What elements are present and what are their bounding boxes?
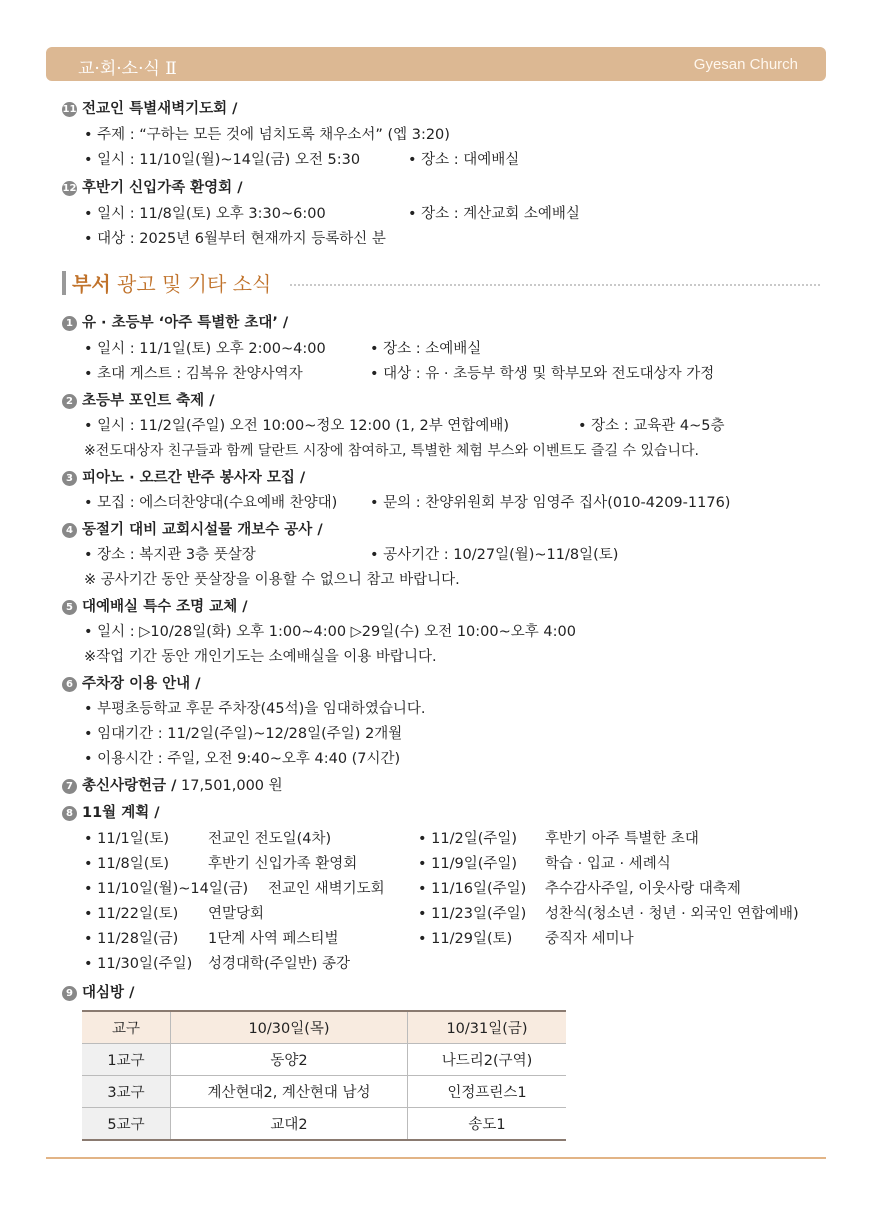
item-11-date: • 일시 : 11/10일(월)~14일(금) 오전 5:30 bbox=[84, 152, 361, 168]
d5-date: • 일시 : ▷10/28일(화) 오후 1:00~4:00 ▷29일(수) 오전 10:00~오후 4:00 bbox=[84, 624, 576, 640]
d6-line1: • 부평초등학교 후문 주차장(45석)을 임대하였습니다. bbox=[84, 701, 426, 717]
plan-date: • 11/22일(토) bbox=[84, 906, 179, 922]
d4-period: • 공사기간 : 10/27일(월)~11/8일(토) bbox=[370, 547, 619, 563]
plan-date: • 11/29일(토) bbox=[418, 931, 513, 947]
table-header: 10/31일(금) bbox=[408, 1011, 567, 1044]
d3-recruit: • 모집 : 에스더찬양대(수요예배 찬양대) bbox=[84, 495, 338, 511]
table-cell: 3교구 bbox=[82, 1076, 171, 1108]
header-title: 교·회·소·식 Ⅱ bbox=[78, 59, 177, 79]
d1-target: • 대상 : 유 · 초등부 학생 및 학부모와 전도대상자 가정 bbox=[370, 366, 715, 382]
visitation-table bbox=[82, 1010, 566, 1141]
plan-event: 추수감사주일, 이웃사랑 대축제 bbox=[545, 881, 741, 897]
table-header: 교구 bbox=[82, 1011, 171, 1044]
plan-date: • 11/10일(월)~14일(금) bbox=[84, 881, 249, 897]
plan-event: 학습 · 입교 · 세례식 bbox=[545, 856, 671, 872]
plan-date: • 11/23일(주일) bbox=[418, 906, 527, 922]
plan-event: 전교인 새벽기도회 bbox=[268, 881, 385, 897]
d3-contact: • 문의 : 찬양위원회 부장 임영주 집사(010-4209-1176) bbox=[370, 495, 731, 511]
d5-heading: 5 대예배실 특수 조명 교체 / bbox=[62, 597, 248, 617]
number-icon: 7 bbox=[62, 779, 77, 794]
d2-note: ※전도대상자 친구들과 함께 달란트 시장에 참여하고, 특별한 체험 부스와 이벤트도 즐길 수 있습니다. bbox=[84, 443, 699, 459]
plan-date: • 11/2일(주일) bbox=[418, 831, 518, 847]
d6-heading: 6 주차장 이용 안내 / bbox=[62, 674, 201, 694]
page-header bbox=[46, 47, 826, 81]
table-cell: 송도1 bbox=[408, 1108, 567, 1141]
plan-event: 전교인 전도일(4차) bbox=[208, 831, 332, 847]
table-row bbox=[82, 1076, 566, 1108]
d8-heading: 8 11월 계획 / bbox=[62, 803, 160, 823]
table-cell: 계산현대2, 계산현대 남성 bbox=[171, 1076, 408, 1108]
plan-date: • 11/30일(주일) bbox=[84, 956, 193, 972]
table-cell: 동양2 bbox=[171, 1044, 408, 1076]
plan-date: • 11/28일(금) bbox=[84, 931, 179, 947]
number-icon: 9 bbox=[62, 986, 77, 1001]
number-icon: 8 bbox=[62, 806, 77, 821]
d6-line3: • 이용시간 : 주일, 오전 9:40~오후 4:40 (7시간) bbox=[84, 751, 401, 767]
d5-note: ※작업 기간 동안 개인기도는 소예배실을 이용 바랍니다. bbox=[84, 649, 437, 665]
item-11-heading: 11 전교인 특별새벽기도회 / bbox=[62, 101, 238, 117]
table-header: 10/30일(목) bbox=[171, 1011, 408, 1044]
item-12-place: • 장소 : 계산교회 소예배실 bbox=[408, 206, 580, 222]
item-11-place: • 장소 : 대예배실 bbox=[408, 152, 520, 168]
plan-event: 중직자 세미나 bbox=[545, 931, 634, 947]
plan-event: 후반기 신입가족 환영회 bbox=[208, 856, 358, 872]
plan-event: 후반기 아주 특별한 초대 bbox=[545, 831, 699, 847]
number-icon: 12 bbox=[62, 183, 77, 194]
church-name: Gyesan Church bbox=[693, 56, 798, 73]
d4-place: • 장소 : 복지관 3층 풋살장 bbox=[84, 547, 256, 563]
offering-amount: 17,501,000 원 bbox=[176, 778, 283, 794]
item-12-target: • 대상 : 2025년 6월부터 현재까지 등록하신 분 bbox=[84, 231, 386, 247]
plan-event: 성찬식(청소년 · 청년 · 외국인 연합예배) bbox=[545, 906, 799, 922]
number-icon: 1 bbox=[62, 316, 77, 331]
d2-place: • 장소 : 교육관 4~5층 bbox=[578, 418, 725, 434]
d4-note: ※ 공사기간 동안 풋살장을 이용할 수 없으니 참고 바랍니다. bbox=[84, 572, 460, 588]
d1-date: • 일시 : 11/1일(토) 오후 2:00~4:00 bbox=[84, 341, 326, 357]
table-header-row bbox=[82, 1011, 566, 1044]
number-icon: 5 bbox=[62, 600, 77, 615]
d2-date: • 일시 : 11/2일(주일) 오전 10:00~정오 12:00 (1, 2부 연합예배) bbox=[84, 418, 509, 434]
table-cell: 교대2 bbox=[171, 1108, 408, 1141]
number-icon: 3 bbox=[62, 471, 77, 486]
dotted-divider bbox=[290, 284, 820, 286]
table-row bbox=[82, 1044, 566, 1076]
plan-event: 1단계 사역 페스티벌 bbox=[208, 931, 339, 947]
d9-heading: 9 대심방 / bbox=[62, 983, 134, 1003]
table-cell: 5교구 bbox=[82, 1108, 171, 1141]
d1-heading: 1 유 · 초등부 ‘아주 특별한 초대’ / bbox=[62, 313, 288, 333]
plan-date: • 11/1일(토) bbox=[84, 831, 170, 847]
number-icon: 4 bbox=[62, 523, 77, 538]
d3-heading: 3 피아노 · 오르간 반주 봉사자 모집 / bbox=[62, 468, 305, 488]
d4-heading: 4 동절기 대비 교회시설물 개보수 공사 / bbox=[62, 520, 323, 540]
d1-place: • 장소 : 소예배실 bbox=[370, 341, 482, 357]
footer-rule bbox=[46, 1157, 826, 1159]
table-cell: 인정프린스1 bbox=[408, 1076, 567, 1108]
plan-date: • 11/8일(토) bbox=[84, 856, 170, 872]
item-12-date: • 일시 : 11/8일(토) 오후 3:30~6:00 bbox=[84, 206, 326, 222]
d6-line2: • 임대기간 : 11/2일(주일)~12/28일(주일) 2개월 bbox=[84, 726, 403, 742]
table-cell: 1교구 bbox=[82, 1044, 171, 1076]
plan-date: • 11/16일(주일) bbox=[418, 881, 527, 897]
number-icon: 2 bbox=[62, 394, 77, 409]
item-12-heading: 12 후반기 신입가족 환영회 / bbox=[62, 180, 243, 196]
plan-event: 성경대학(주일반) 종강 bbox=[208, 956, 350, 972]
d7-heading: 7 총신사랑헌금 / 17,501,000 원 bbox=[62, 776, 283, 796]
d2-heading: 2 초등부 포인트 축제 / bbox=[62, 391, 215, 411]
plan-date: • 11/9일(주일) bbox=[418, 856, 518, 872]
number-icon: 11 bbox=[62, 104, 77, 115]
number-icon: 6 bbox=[62, 677, 77, 692]
plan-event: 연말당회 bbox=[208, 906, 265, 922]
section-title: 부서 광고 및 기타 소식 bbox=[62, 268, 271, 297]
section-bar bbox=[62, 271, 66, 295]
table-cell: 나드리2(구역) bbox=[408, 1044, 567, 1076]
item-11-theme: • 주제 : “구하는 모든 것에 넘치도록 채우소서” (엡 3:20) bbox=[84, 127, 450, 143]
table-row bbox=[82, 1108, 566, 1141]
d1-guest: • 초대 게스트 : 김복유 찬양사역자 bbox=[84, 366, 303, 382]
